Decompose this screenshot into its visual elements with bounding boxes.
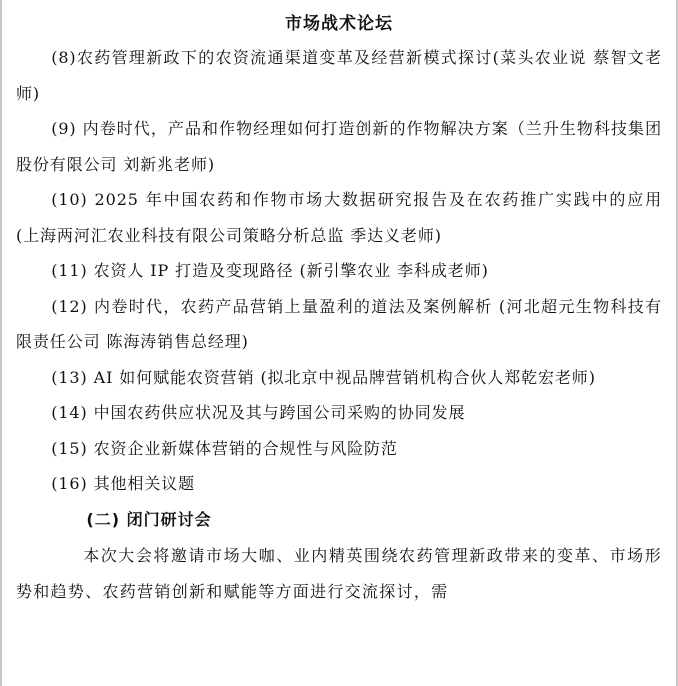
agenda-item-12: (12) 内卷时代，农药产品营销上量盈利的道法及案例解析 (河北超元生物科技有限责任公司 陈海涛销售总经理): [16, 296, 662, 351]
agenda-item-14: (14) 中国农药供应状况及其与跨国公司采购的协同发展: [51, 403, 466, 422]
agenda-item-10: (10) 2025 年中国农药和作物市场大数据研究报告及在农药推广实践中的应用 (上海两河汇农业科技有限公司策略分析总监 季达义老师): [16, 190, 662, 245]
page-border-left: [0, 0, 2, 686]
agenda-item-11: (11) 农资人 IP 打造及变现路径 (新引擎农业 李科成老师): [51, 261, 489, 280]
body-paragraph: 本次大会将邀请市场大咖、业内精英围绕农药管理新政带来的变革、市场形势和趋势、农药营销创新和赋能等方面进行交流探讨，需: [16, 545, 662, 601]
agenda-item-9: (9) 内卷时代，产品和作物经理如何打造创新的作物解决方案（兰升生物科技集团股份有限公司 刘新兆老师): [16, 119, 662, 174]
agenda-item-8: (8)农药管理新政下的农资流通渠道变革及经营新模式探讨(菜头农业说 蔡智文老师): [16, 48, 662, 103]
document-body: [16, 40, 662, 610]
section-heading: (二) 闭门研讨会: [86, 509, 212, 529]
agenda-item-15: (15) 农资企业新媒体营销的合规性与风险防范: [51, 438, 398, 458]
forum-heading: 市场战术论坛: [285, 14, 393, 34]
agenda-item-13: (13) AI 如何赋能农资营销 (拟北京中视品牌营销机构合伙人郑乾宏老师): [51, 367, 596, 387]
agenda-item-16: (16) 其他相关议题: [51, 474, 196, 493]
